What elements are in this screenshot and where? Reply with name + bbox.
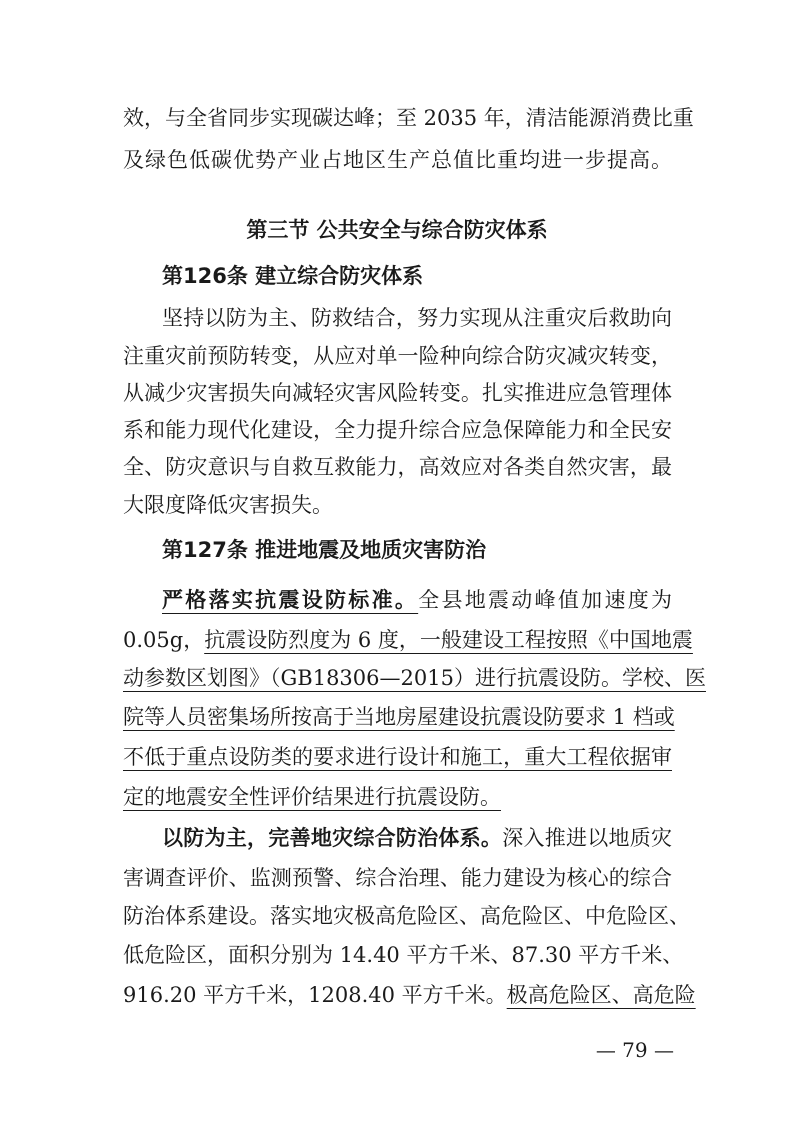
text-line [162, 536, 672, 564]
underlined-text: 抗震设防烈度为 6 度，一般建设工程按照《中国地震 [204, 628, 693, 652]
text-segment: 从减少灾害损失向减轻灾害风险转变。扎实推进应急管理体 [123, 381, 672, 405]
bold-text: 第126条 建立综合防灾体系 [162, 264, 424, 288]
bold-text: 第127条 推进地震及地质灾害防治 [162, 538, 487, 562]
text-segment: 系和能力现代化建设，全力提升综合应急保障能力和全民安 [123, 418, 672, 442]
text-segment: 全县地震动峰值加速度为 [418, 588, 673, 612]
text-segment: 低危险区，面积分别为 14.40 平方千米、87.30 平方千米、 [123, 943, 684, 967]
text-segment: 坚持以防为主、防救结合，努力实现从注重灾后救助向 [162, 306, 672, 330]
text-line [123, 703, 675, 731]
text-line [123, 379, 672, 407]
text-line [123, 902, 690, 930]
text-line [162, 304, 672, 332]
bold-text: 以防为主，完善地灾综合防治体系。 [162, 826, 503, 850]
text-line [123, 491, 672, 519]
text-line [123, 783, 672, 811]
text-line [123, 864, 672, 892]
text-segment: 全、防灾意识与自救互救能力，高效应对各类自然灾害，最 [123, 455, 672, 479]
section-heading: 第三节 公共安全与综合防灾体系 [246, 218, 548, 242]
underlined-text: 定的地震安全性评价结果进行抗震设防。 [123, 785, 501, 809]
text-line [123, 453, 672, 481]
underlined-text: 不低于重点设防类的要求进行设计和施工，重大工程依据审 [123, 745, 672, 769]
text-segment: 及绿色低碳优势产业占地区生产总值比重均进一步提高。 [123, 148, 672, 172]
text-line [123, 416, 672, 444]
bold-text: 严格落实抗震设防标准。 [162, 588, 419, 612]
text-line [123, 743, 672, 771]
text-segment: 深入推进以地质灾 [502, 826, 673, 850]
text-line [123, 941, 684, 969]
text-segment: 防治体系建设。落实地灾极高危险区、高危险区、中危险区、 [123, 904, 690, 928]
text-segment: 0.05g， [123, 628, 205, 652]
text-line [162, 824, 672, 852]
text-line [123, 664, 706, 692]
text-line [162, 262, 672, 290]
text-segment: 大限度降低灾害损失。 [123, 493, 333, 517]
underlined-text: 动参数区划图》（GB18306—2015）进行抗震设防。学校、医 [123, 666, 706, 690]
text-line [123, 146, 672, 174]
text-segment: 916.20 平方千米，1208.40 平方千米。 [123, 983, 507, 1007]
text-segment: 效，与全省同步实现碳达峰；至 2035 年，清洁能源消费比重 [123, 106, 694, 130]
text-segment: 注重灾前预防转变，从应对单一险种向综合防灾减灾转变， [123, 344, 672, 368]
underlined-text: 院等人员密集场所按高于当地房屋建设抗震设防要求 1 档或 [123, 705, 675, 729]
text-line [123, 342, 672, 370]
text-line [123, 626, 693, 654]
text-line [162, 586, 672, 614]
text-line [123, 104, 694, 132]
underlined-text: 极高危险区、高危险 [506, 983, 696, 1007]
text-segment: 害调查评价、监测预警、综合治理、能力建设为核心的综合 [123, 866, 672, 890]
page-number: — 79 — [595, 1038, 674, 1062]
text-line [123, 981, 696, 1009]
